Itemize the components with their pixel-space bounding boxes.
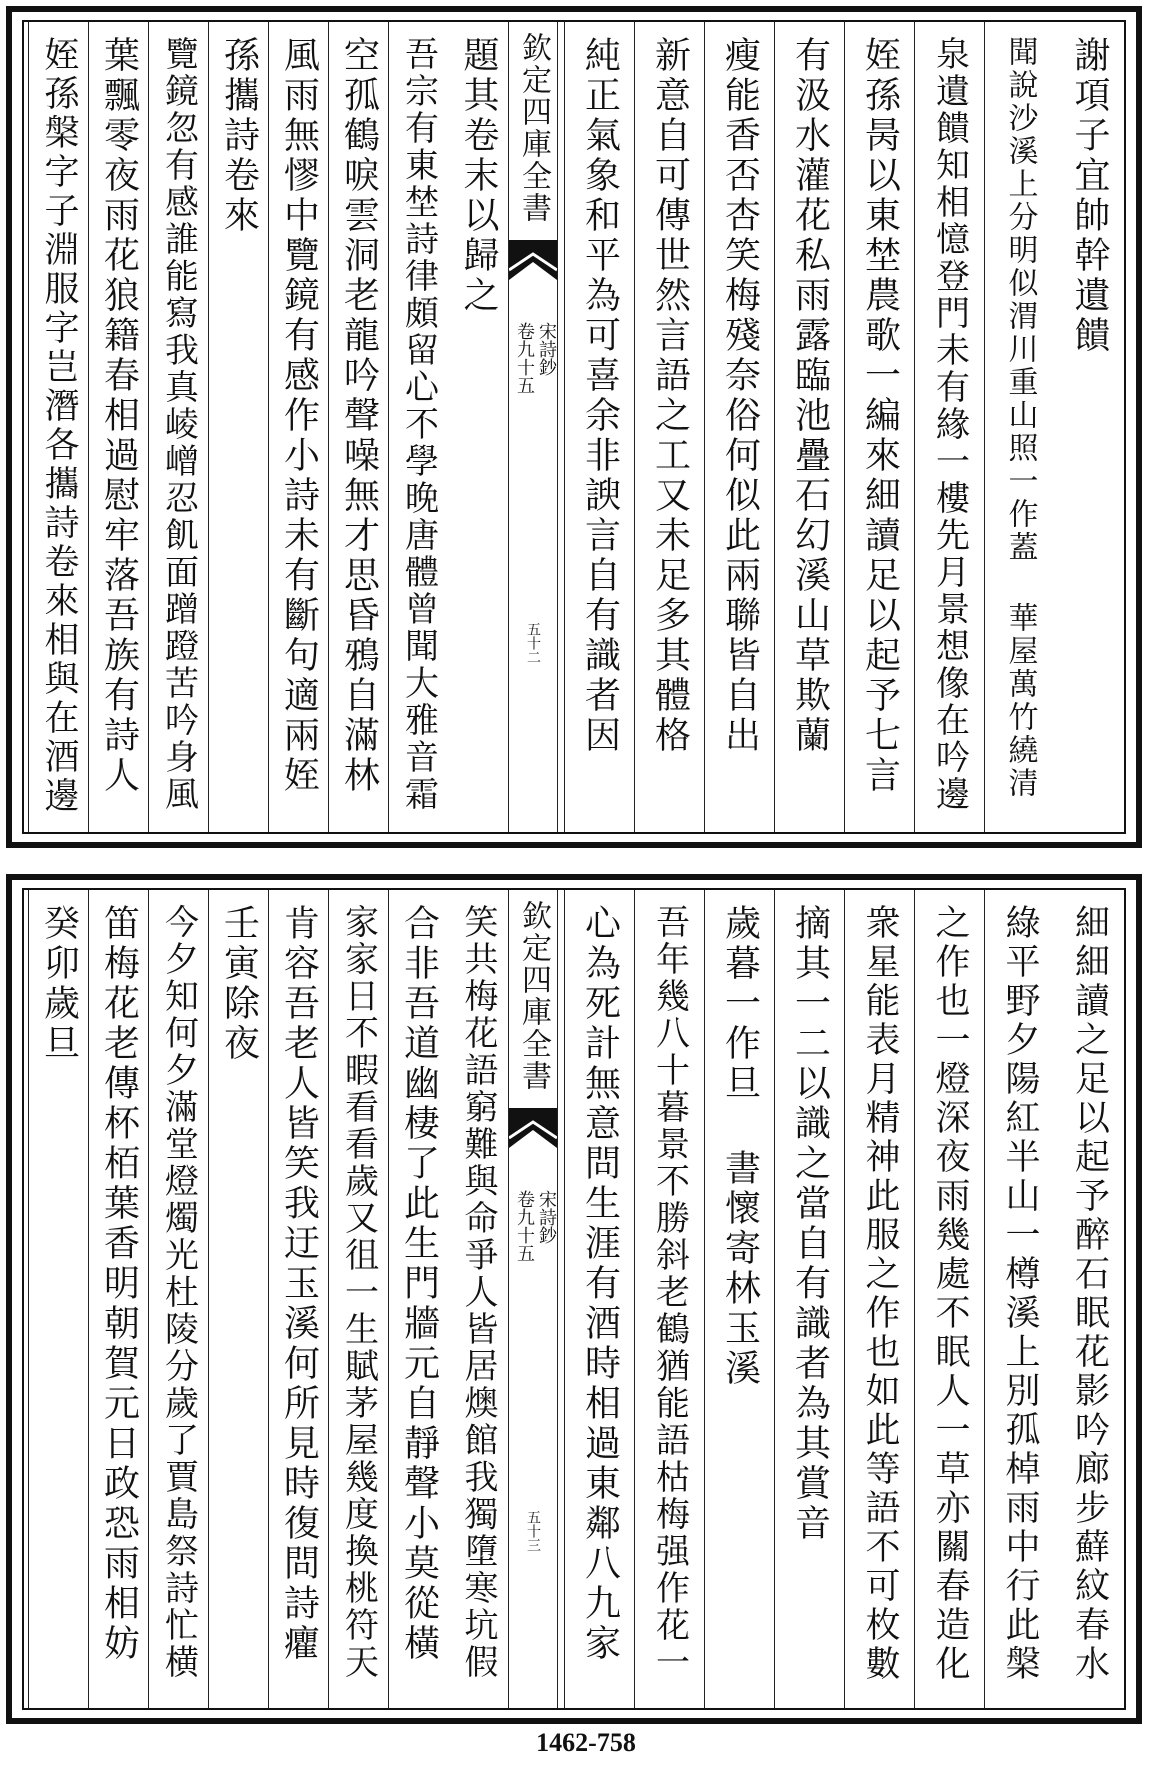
text-column bbox=[914, 890, 984, 1708]
bottom-page bbox=[6, 874, 1142, 1724]
text-column bbox=[388, 22, 448, 832]
bottom-page-frame bbox=[22, 888, 1126, 1710]
page-footer-number: 1462-758 bbox=[536, 1728, 636, 1757]
center-sub-label: 宋詩鈔 bbox=[536, 1190, 557, 1244]
column-text: 壬寅除夜 bbox=[218, 904, 260, 1064]
text-column bbox=[564, 890, 634, 1708]
fishtail-ornament bbox=[509, 240, 557, 280]
column-text: 題其卷末以歸之 bbox=[458, 36, 499, 316]
column-text: 葉飄零夜雨花狼籍春相過慰牢落吾族有詩人 bbox=[98, 36, 140, 796]
column-text: 家家日不暇看看歲又徂一生賦茅屋幾度換桃符天 bbox=[338, 904, 379, 1681]
column-text: 摘其一二以識之當自有識者為其賞音 bbox=[789, 904, 831, 1544]
book-title: 欽定四庫全書 bbox=[516, 900, 551, 1092]
text-column bbox=[328, 22, 388, 832]
bottom-center-column bbox=[508, 890, 558, 1708]
text-column bbox=[28, 22, 88, 832]
text-column bbox=[88, 890, 148, 1708]
text-column bbox=[148, 22, 208, 832]
text-column bbox=[148, 890, 208, 1708]
text-column bbox=[268, 890, 328, 1708]
book-title: 欽定四庫全書 bbox=[516, 32, 551, 224]
column-text: 純正氣象和平為可喜余非諛言自有識者因 bbox=[579, 36, 621, 756]
text-column bbox=[704, 22, 774, 832]
column-text: 之作也一燈深夜雨幾處不眠人一草亦關春造化 bbox=[930, 904, 970, 1684]
column-text: 笑共梅花語窮難與命爭人皆居燠館我獨墮寒坑假 bbox=[458, 904, 498, 1681]
column-text: 癸卯歲旦 bbox=[38, 904, 80, 1064]
text-column bbox=[448, 890, 508, 1708]
text-column bbox=[634, 22, 704, 832]
column-text: 瘦能香否杏笑梅殘奈俗何似此兩聯皆自出 bbox=[719, 36, 761, 756]
column-text: 合非吾道幽棲了此生門牆元自靜聲小莫從橫 bbox=[398, 904, 440, 1664]
text-column bbox=[844, 890, 914, 1708]
column-text: 今夕知何夕滿堂燈燭光杜陵分歲了賈島祭詩忙横 bbox=[158, 904, 199, 1681]
center-sub-label: 宋詩鈔 bbox=[536, 322, 557, 376]
column-text: 肯容吾老人皆笑我迂玉溪何所見時復問詩癯 bbox=[278, 904, 320, 1664]
text-column bbox=[774, 22, 844, 832]
column-text: 空孤鶴唳雲洞老龍吟聲噪無才思昏鴉自滿林 bbox=[338, 36, 380, 796]
text-column bbox=[564, 22, 634, 832]
column-text: 姪孫昺以東埜農歌一編來細讀足以起予七言 bbox=[859, 36, 901, 796]
column-text: 聞說沙溪上分明似渭川重山照一作蓋 華屋萬竹繞清 bbox=[1002, 36, 1038, 800]
text-column bbox=[984, 890, 1054, 1708]
text-column bbox=[914, 22, 984, 832]
text-column bbox=[88, 22, 148, 832]
text-column bbox=[634, 890, 704, 1708]
column-text: 新意自可傳世然言語之工又未足多其體格 bbox=[649, 36, 691, 756]
text-column bbox=[388, 890, 448, 1708]
column-text: 姪孫槃字子淵服字岂潛各攜詩卷來相與在酒邊 bbox=[39, 36, 79, 816]
page-number: 五十三 bbox=[525, 1510, 541, 1552]
column-text: 泉遺饋知相憶登門未有緣一樓先月景想像在吟邊 bbox=[929, 36, 970, 813]
text-column bbox=[1054, 22, 1124, 832]
text-column bbox=[844, 22, 914, 832]
text-column bbox=[774, 890, 844, 1708]
text-column bbox=[208, 890, 268, 1708]
text-column bbox=[984, 22, 1054, 832]
column-text: 吾宗有東埜詩律頗留心不學晚唐體曾聞大雅音霜 bbox=[398, 36, 439, 813]
text-column bbox=[208, 22, 268, 832]
top-center-column bbox=[508, 22, 558, 832]
top-page-frame bbox=[22, 20, 1126, 834]
fishtail-ornament bbox=[509, 1108, 557, 1148]
column-text: 吾年幾八十暮景不勝斜老鶴猶能語枯梅强作花一 bbox=[649, 904, 690, 1681]
column-text: 歲暮一作旦 書懷寄林玉溪 bbox=[719, 904, 761, 1389]
column-text: 風雨無憀中覽鏡有感作小詩未有斷句適兩姪 bbox=[278, 36, 320, 796]
column-text: 心為死計無意問生涯有酒時相過東鄰八九家 bbox=[579, 904, 621, 1664]
column-text: 謝項子宜帥幹遺饋 bbox=[1069, 36, 1110, 356]
column-text: 笛梅花老傳杯栢葉香明朝賀元日政恐雨相妨 bbox=[98, 904, 140, 1664]
text-column bbox=[268, 22, 328, 832]
center-volume-label: 卷九十五 bbox=[514, 1190, 535, 1262]
top-page bbox=[6, 6, 1142, 848]
column-text: 有汲水灌花私雨露臨池疊石幻溪山草欺蘭 bbox=[789, 36, 831, 756]
text-column bbox=[704, 890, 774, 1708]
column-text: 覽鏡忽有感誰能寫我真崚嶒忍飢面蹭蹬苦吟身風 bbox=[158, 36, 199, 813]
column-text: 綠平野夕陽紅半山一樽溪上別孤棹雨中行此槃 bbox=[1000, 904, 1040, 1684]
column-text: 孫攜詩卷來 bbox=[218, 36, 260, 236]
text-column bbox=[448, 22, 508, 832]
page-number: 五十二 bbox=[525, 622, 541, 664]
text-column bbox=[28, 890, 88, 1708]
column-text: 衆星能表月精神此服之作也如此等語不可枚數 bbox=[860, 904, 900, 1684]
center-volume-label: 卷九十五 bbox=[514, 322, 535, 394]
column-text: 細細讀之足以起予醉石眠花影吟廊步蘚紋春水 bbox=[1069, 904, 1110, 1684]
text-column bbox=[1054, 890, 1124, 1708]
text-column bbox=[328, 890, 388, 1708]
